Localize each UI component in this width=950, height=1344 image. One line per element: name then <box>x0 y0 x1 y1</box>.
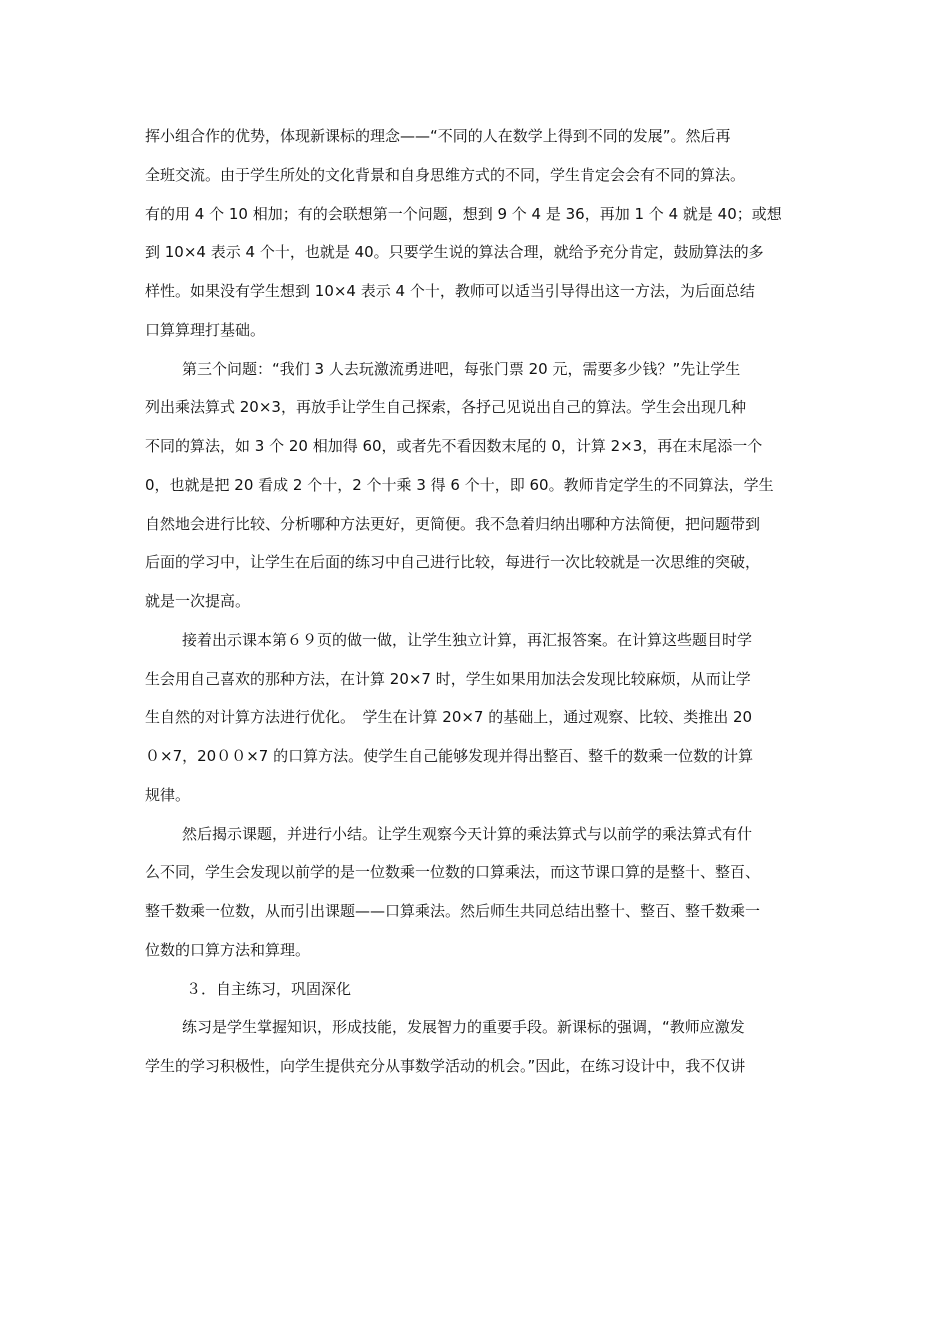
text-line: 整千数乘一位数，从而引出课题——口算乘法。然后师生共同总结出整十、整百、整千数乘一 <box>145 902 761 920</box>
paragraph-first-line: 然后揭示课题，并进行小结。让学生观察今天计算的乘法算式与以前学的乘法算式有什 <box>182 824 753 843</box>
text-line: 不同的算法，如 3 个 20 相加得 60，或者先不看因数末尾的 0，计算 2×3，再在末尾添一个 <box>145 437 763 455</box>
section-heading: ３．自主练习，巩固深化 <box>186 979 352 998</box>
text-line: 生会用自己喜欢的那种方法，在计算 20×7 时，学生如果用加法会发现比较麻烦，从而让学 <box>145 669 751 688</box>
paragraph-first-line: 接着出示课本第６９页的做一做，让学生独立计算，再汇报答案。在计算这些题目时学 <box>182 630 753 649</box>
text-line: 挥小组合作的优势，体现新课标的理念——“不同的人在数学上得到不同的发展”。然后再 <box>145 127 731 145</box>
text-line: 后面的学习中，让学生在后面的练习中自己进行比较，每进行一次比较就是一次思维的突破， <box>145 553 761 572</box>
text-line: 生自然的对计算方法进行优化。 学生在计算 20×7 的基础上，通过观察、比较、类推出 20 <box>145 708 753 727</box>
text-line: 到 10×4 表示 4 个十，也就是 40。只要学生说的算法合理，就给予充分肯定，鼓励算法的多 <box>145 243 764 262</box>
text-line: 全班交流。由于学生所处的文化背景和自身思维方式的不同，学生肯定会会有不同的算法。 <box>145 165 746 184</box>
text-line: 口算算理打基础。 <box>145 320 266 339</box>
text-line: 规律。 <box>145 785 191 804</box>
text-line: 有的用 4 个 10 相加；有的会联想第一个问题，想到 9 个 4 是 36，再加 1 个 4 就是 40；或想 <box>145 204 782 223</box>
paragraph-first-line: 练习是学生掌握知识，形成技能，发展智力的重要手段。新课标的强调，“教师应激发 <box>182 1018 745 1037</box>
text-line: 自然地会进行比较、分析哪种方法更好，更简便。我不急着归纳出哪种方法简便，把问题带到 <box>145 514 761 533</box>
text-line: 位数的口算方法和算理。 <box>145 940 311 959</box>
text-line: ０×7，20００×7 的口算方法。使学生自己能够发现并得出整百、整千的数乘一位数的计算 <box>145 747 754 765</box>
text-line: 0，也就是把 20 看成 2 个十，2 个十乘 3 得 6 个十，即 60。教师肯定学生的不同算法，学生 <box>145 475 774 494</box>
text-line: 学生的学习积极性，向学生提供充分从事数学活动的机会。”因此，在练习设计中，我不仅讲 <box>145 1057 746 1075</box>
text-line: 列出乘法算式 20×3，再放手让学生自己探索，各抒己见说出自己的算法。学生会出现几种 <box>145 398 746 417</box>
document-page <box>145 117 810 1086</box>
paragraph-first-line: 第三个问题：“我们 3 人去玩激流勇进吧，每张门票 20 元，需要多少钱？”先让学生 <box>182 359 741 378</box>
text-line: 么不同，学生会发现以前学的是一位数乘一位数的口算乘法，而这节课口算的是整十、整百、 <box>145 863 761 882</box>
text-line: 就是一次提高。 <box>145 592 251 610</box>
text-line: 样性。如果没有学生想到 10×4 表示 4 个十，教师可以适当引导得出这一方法，为后面总结 <box>145 282 755 300</box>
